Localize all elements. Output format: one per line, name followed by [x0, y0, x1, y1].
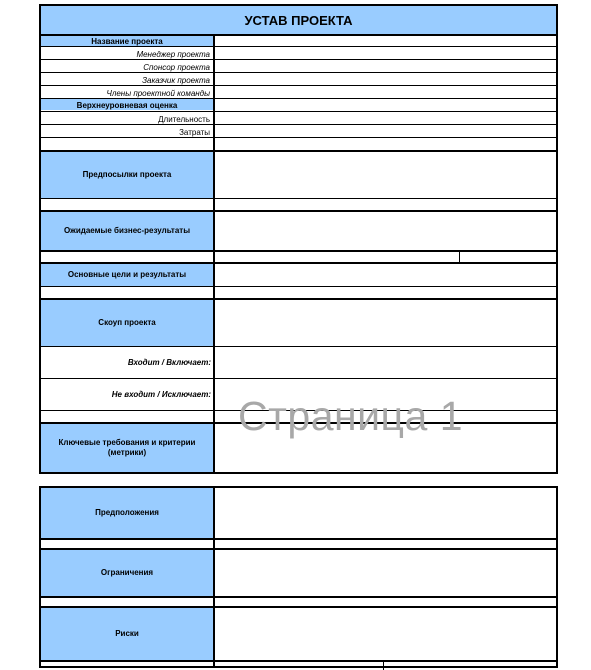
label-team-members: Члены проектной команды	[106, 89, 210, 98]
document-title: УСТАВ ПРОЕКТА	[39, 4, 558, 36]
label-premises: Предпосылки проекта	[82, 169, 172, 179]
label-requirements: Ключевые требования и критерии (метрики)	[58, 437, 196, 457]
label-scope-out: Не входит / Исключает:	[111, 390, 211, 399]
label-costs: Затраты	[179, 128, 210, 137]
label-project-sponsor: Спонсор проекта	[143, 63, 210, 72]
label-constraints: Ограничения	[100, 567, 154, 577]
label-project-customer: Заказчик проекта	[142, 76, 210, 85]
label-assumptions: Предположения	[95, 507, 159, 517]
charter-table-page-2	[39, 486, 558, 668]
label-scope: Скоуп проекта	[98, 317, 156, 327]
label-project-name: Название проекта	[91, 37, 163, 46]
label-scope-in: Входит / Включает:	[127, 358, 211, 367]
label-business-results: Ожидаемые бизнес-результаты	[63, 225, 191, 235]
page-watermark: Страница 1	[238, 393, 464, 439]
label-goals: Основные цели и результаты	[67, 269, 187, 279]
label-project-manager: Менеджер проекта	[136, 50, 210, 59]
label-duration: Длительность	[158, 115, 210, 124]
label-risks: Риски	[115, 628, 139, 638]
label-high-level-estimate: Верхнеуровневая оценка	[76, 101, 178, 110]
